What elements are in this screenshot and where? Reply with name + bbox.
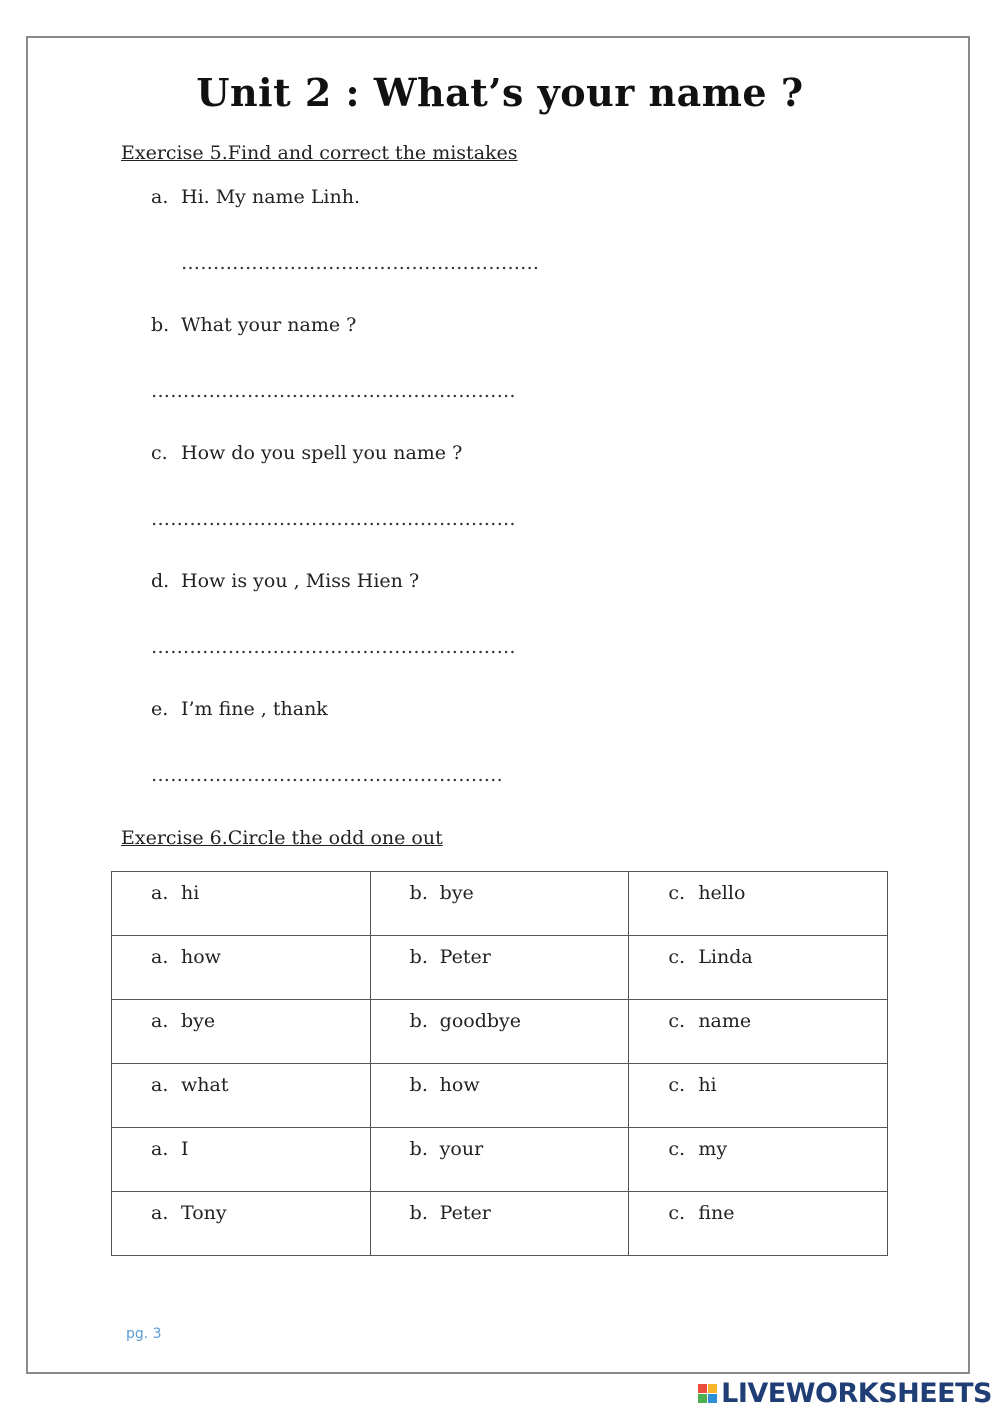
option-word: hello bbox=[698, 882, 746, 904]
option-marker: a. bbox=[151, 1202, 169, 1224]
option-word: fine bbox=[698, 1202, 735, 1224]
option-marker: b. bbox=[409, 1010, 428, 1032]
table-row bbox=[112, 872, 888, 936]
option-marker: c. bbox=[668, 1010, 685, 1032]
item-marker: a. bbox=[151, 186, 169, 208]
page-title: Unit 2 : What’s your name ? bbox=[196, 70, 804, 115]
option-cell[interactable] bbox=[629, 936, 888, 1000]
item-marker: c. bbox=[151, 442, 168, 464]
option-marker: b. bbox=[409, 1138, 428, 1160]
page-number: pg. 3 bbox=[126, 1326, 162, 1342]
option-marker: c. bbox=[668, 1202, 685, 1224]
logo-tile bbox=[698, 1394, 707, 1403]
option-word: I bbox=[181, 1138, 189, 1160]
option-marker: a. bbox=[151, 882, 169, 904]
option-word: your bbox=[439, 1138, 484, 1160]
option-cell[interactable] bbox=[370, 1000, 629, 1064]
item-sentence: What your name ? bbox=[181, 314, 357, 336]
odd-one-out-table bbox=[111, 871, 888, 1256]
item-sentence: How do you spell you name ? bbox=[181, 442, 463, 464]
exercise-5-item-d bbox=[151, 570, 419, 592]
liveworksheets-brand[interactable] bbox=[698, 1377, 992, 1409]
answer-line-a[interactable]: ……………………………………………….. bbox=[181, 252, 540, 274]
table-row bbox=[112, 1192, 888, 1256]
option-cell[interactable] bbox=[370, 936, 629, 1000]
item-marker: d. bbox=[151, 570, 170, 592]
option-cell[interactable] bbox=[370, 1128, 629, 1192]
option-cell[interactable] bbox=[112, 1128, 371, 1192]
item-sentence: How is you , Miss Hien ? bbox=[181, 570, 420, 592]
option-word: how bbox=[181, 946, 221, 968]
option-word: Peter bbox=[439, 1202, 491, 1224]
answer-line-e[interactable]: ………………………………………………. bbox=[151, 764, 503, 786]
item-sentence: I’m fine , thank bbox=[181, 698, 328, 720]
option-marker: c. bbox=[668, 1074, 685, 1096]
option-cell[interactable] bbox=[370, 1192, 629, 1256]
option-cell[interactable] bbox=[112, 936, 371, 1000]
option-marker: a. bbox=[151, 946, 169, 968]
option-cell[interactable] bbox=[112, 1192, 371, 1256]
option-word: bye bbox=[181, 1010, 216, 1032]
exercise-5-item-e bbox=[151, 698, 328, 720]
option-cell[interactable] bbox=[629, 1192, 888, 1256]
exercise-6-heading: Exercise 6.Circle the odd one out bbox=[121, 827, 443, 849]
brand-wordmark: LIVEWORKSHEETS bbox=[721, 1377, 992, 1409]
option-word: how bbox=[439, 1074, 480, 1096]
logo-tile bbox=[708, 1394, 717, 1403]
option-marker: b. bbox=[409, 1202, 428, 1224]
option-cell[interactable] bbox=[629, 872, 888, 936]
option-word: bye bbox=[439, 882, 474, 904]
option-marker: c. bbox=[668, 946, 685, 968]
table-row bbox=[112, 936, 888, 1000]
option-marker: b. bbox=[409, 882, 428, 904]
table-row bbox=[112, 1128, 888, 1192]
option-word: Peter bbox=[439, 946, 491, 968]
option-cell[interactable] bbox=[112, 872, 371, 936]
option-cell[interactable] bbox=[629, 1128, 888, 1192]
option-word: hi bbox=[698, 1074, 717, 1096]
option-cell[interactable] bbox=[629, 1000, 888, 1064]
item-marker: e. bbox=[151, 698, 169, 720]
option-word: my bbox=[698, 1138, 728, 1160]
option-marker: c. bbox=[668, 882, 685, 904]
table-row bbox=[112, 1064, 888, 1128]
option-word: goodbye bbox=[439, 1010, 521, 1032]
item-sentence: Hi. My name Linh. bbox=[181, 186, 361, 208]
option-word: hi bbox=[181, 882, 200, 904]
answer-line-d[interactable]: ………………………………………………… bbox=[151, 636, 516, 658]
exercise-5-item-a bbox=[151, 186, 360, 208]
liveworksheets-logo-icon bbox=[698, 1384, 717, 1403]
option-marker: c. bbox=[668, 1138, 685, 1160]
exercise-5-heading: Exercise 5.Find and correct the mistakes bbox=[121, 142, 518, 164]
answer-line-b[interactable]: ………………………………………………… bbox=[151, 380, 516, 402]
option-word: Linda bbox=[698, 946, 753, 968]
item-marker: b. bbox=[151, 314, 170, 336]
exercise-5-item-c bbox=[151, 442, 462, 464]
logo-tile bbox=[708, 1384, 717, 1393]
option-marker: b. bbox=[409, 946, 428, 968]
logo-tile bbox=[698, 1384, 707, 1393]
table-row bbox=[112, 1000, 888, 1064]
option-cell[interactable] bbox=[370, 1064, 629, 1128]
option-marker: a. bbox=[151, 1138, 169, 1160]
option-cell[interactable] bbox=[629, 1064, 888, 1128]
option-marker: a. bbox=[151, 1010, 169, 1032]
option-marker: a. bbox=[151, 1074, 169, 1096]
option-cell[interactable] bbox=[112, 1064, 371, 1128]
option-cell[interactable] bbox=[112, 1000, 371, 1064]
exercise-5-item-b bbox=[151, 314, 356, 336]
option-cell[interactable] bbox=[370, 872, 629, 936]
option-word: name bbox=[698, 1010, 752, 1032]
option-marker: b. bbox=[409, 1074, 428, 1096]
answer-line-c[interactable]: ………………………………………………… bbox=[151, 508, 516, 530]
option-word: Tony bbox=[181, 1202, 227, 1224]
option-word: what bbox=[181, 1074, 229, 1096]
